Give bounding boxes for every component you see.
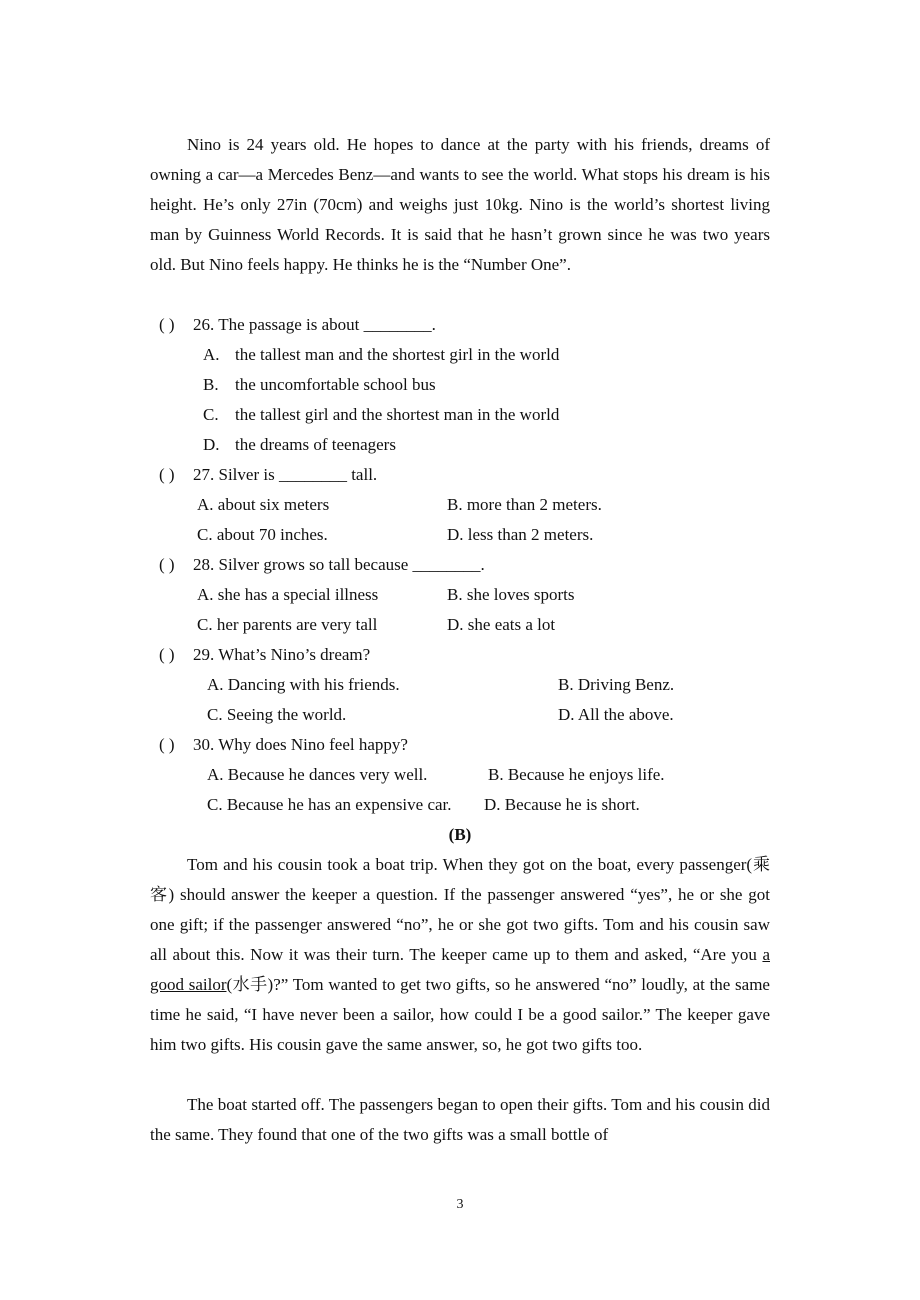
- section-b-title: (B): [448, 825, 472, 844]
- option-28-d: D. she eats a lot: [447, 615, 556, 634]
- option-letter: D.: [203, 435, 220, 454]
- option-30-b: B. Because he enjoys life.: [488, 765, 665, 784]
- question-28: 28. Silver grows so tall because ________.: [193, 555, 485, 574]
- option-text: the dreams of teenagers: [235, 435, 396, 454]
- option-27-d: D. less than 2 meters.: [447, 525, 594, 544]
- option-30-d: D. Because he is short.: [484, 795, 640, 814]
- answer-blank-30: ( ): [159, 735, 175, 754]
- option-28-b: B. she loves sports: [447, 585, 575, 604]
- question-29: 29. What’s Nino’s dream?: [193, 645, 371, 664]
- answer-blank-28: ( ): [159, 555, 175, 574]
- option-27-a: A. about six meters: [197, 495, 330, 514]
- question-27: 27. Silver is ________ tall.: [193, 465, 378, 484]
- option-29-a: A. Dancing with his friends.: [207, 675, 400, 694]
- option-letter: A.: [203, 345, 220, 364]
- option-text: the tallest girl and the shortest man in the world: [235, 405, 560, 424]
- question-26: 26. The passage is about ________.: [193, 315, 436, 334]
- option-letter: B.: [203, 375, 219, 394]
- page-number: 3: [456, 1197, 464, 1212]
- option-27-b: B. more than 2 meters.: [447, 495, 602, 514]
- passage-b-paragraph-1: [150, 850, 770, 1060]
- question-30: 30. Why does Nino feel happy?: [193, 735, 408, 754]
- option-26-b: [203, 370, 436, 400]
- option-29-d: D. All the above.: [558, 705, 674, 724]
- option-27-c: C. about 70 inches.: [197, 525, 328, 544]
- answer-blank-27: ( ): [159, 465, 175, 484]
- option-26-c: [203, 400, 559, 430]
- option-text: the uncomfortable school bus: [235, 375, 436, 394]
- option-letter: C.: [203, 405, 219, 424]
- underlined-phrase: a good sailor: [150, 945, 770, 994]
- option-28-a: A. she has a special illness: [197, 585, 379, 604]
- passage-paragraph-nino: Nino is 24 years old. He hopes to dance at the party with his friends, dreams of owning a car—a Mercedes Benz—and wants to see the world. What stops his dream is his height. He’s only 27in (70cm) and weighs just 10kg. Nino is the world’s shortest living man by Guinness World Records. It is said that he hasn’t grown since he was two years old. But Nino feels happy. He thinks he is the “Number One”.: [150, 135, 770, 274]
- option-26-a: [203, 340, 559, 370]
- option-30-a: A. Because he dances very well.: [207, 765, 428, 784]
- option-text: the tallest man and the shortest girl in the world: [235, 345, 560, 364]
- option-29-b: B. Driving Benz.: [558, 675, 675, 694]
- option-26-d: [203, 430, 396, 460]
- option-28-c: C. her parents are very tall: [197, 615, 378, 634]
- passage-text: Tom and his cousin took a boat trip. When they got on the boat, every passenger(乘客) should answer the keeper a question. If the passenger answered “yes”, he or she got one gift; if the passenger answered “no”, he or she got two gifts. Tom and his cousin saw all about this. Now it was their turn. The keeper came up to them and asked, “Are you: [150, 855, 770, 964]
- answer-blank-26: ( ): [159, 315, 175, 334]
- answer-blank-29: ( ): [159, 645, 175, 664]
- option-30-c: C. Because he has an expensive car.: [207, 795, 452, 814]
- passage-text: (水手)?” Tom wanted to get two gifts, so he answered “no” loudly, at the same time he said, “I have never been a sailor, how could I be a good sailor.” The keeper gave him two gifts. His cousin gave the same answer, so, he got two gifts too.: [150, 975, 770, 1054]
- passage-b-paragraph-2: The boat started off. The passengers began to open their gifts. Tom and his cousin did the same. They found that one of the two gifts was a small bottle of: [150, 1095, 770, 1144]
- option-29-c: C. Seeing the world.: [207, 705, 347, 724]
